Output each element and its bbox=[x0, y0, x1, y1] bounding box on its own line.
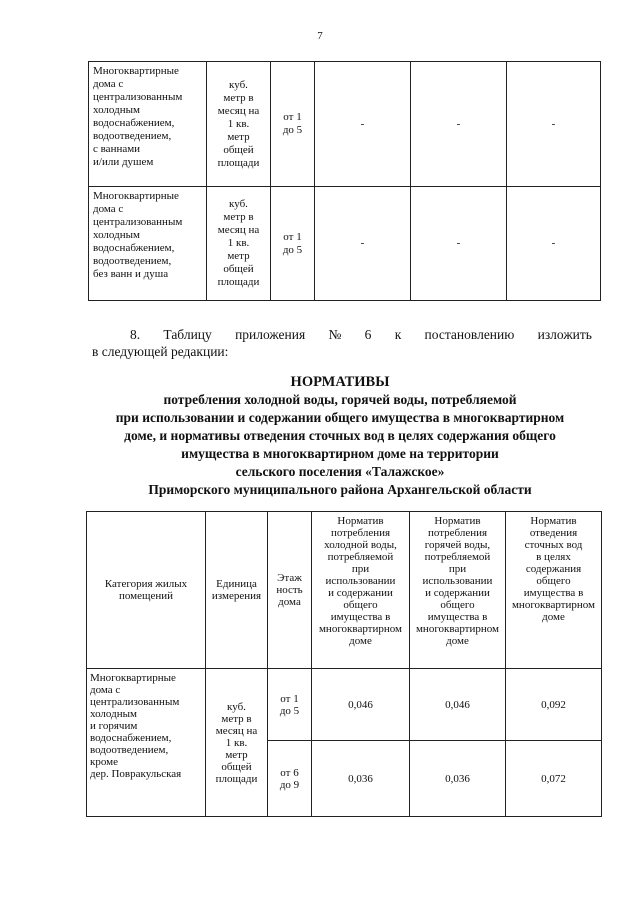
page-number: 7 bbox=[317, 30, 323, 42]
para-word: 6 bbox=[364, 327, 372, 342]
cold-water-value: 0,036 bbox=[312, 741, 410, 817]
hot-water-value: 0,036 bbox=[410, 741, 506, 817]
heading-line: имущества в многоквартирном доме на территории bbox=[181, 446, 499, 461]
amendment-paragraph bbox=[92, 326, 592, 360]
unit-cell: куб. метр в месяц на 1 кв. метр общей площади bbox=[206, 669, 268, 817]
heading-line: сельского поселения «Талажское» bbox=[235, 464, 445, 479]
floors-cell: от 1 до 5 bbox=[271, 62, 315, 187]
heading-title: НОРМАТИВЫ bbox=[290, 374, 390, 390]
cold-water-value: - bbox=[315, 187, 411, 301]
table-header-row bbox=[87, 512, 602, 669]
unit-cell: куб. метр в месяц на 1 кв. метр общей площади bbox=[207, 62, 271, 187]
para-word: № bbox=[328, 327, 342, 342]
header-floors: Этаж ность дома bbox=[268, 512, 312, 669]
table-continued bbox=[88, 61, 601, 301]
heading-line: при использовании и содержании общего имущества в многоквартирном bbox=[115, 410, 565, 425]
floors-cell: от 1 до 5 bbox=[271, 187, 315, 301]
wastewater-value: - bbox=[507, 62, 601, 187]
wastewater-value: - bbox=[507, 187, 601, 301]
para-word: изложить bbox=[537, 327, 592, 342]
table-row bbox=[89, 187, 601, 301]
header-cold-water: Норматив потребления холодной воды, потребляемой при использовании и содержании общего имущества в многоквартирном доме bbox=[312, 512, 410, 669]
wastewater-value: 0,072 bbox=[506, 741, 602, 817]
wastewater-value: 0,092 bbox=[506, 669, 602, 741]
norms-heading bbox=[60, 373, 620, 499]
heading-line: потребления холодной воды, горячей воды, потребляемой bbox=[163, 392, 517, 407]
table-row bbox=[87, 669, 602, 741]
heading-line: доме, и нормативы отведения сточных вод в целях содержания общего bbox=[124, 428, 556, 443]
cold-water-value: - bbox=[315, 62, 411, 187]
unit-cell: куб. метр в месяц на 1 кв. метр общей площади bbox=[207, 187, 271, 301]
para-word: 8. bbox=[130, 327, 141, 342]
header-category: Категория жилых помещений bbox=[87, 512, 206, 669]
category-cell: Многоквартирные дома с централизованным холодным водоснабжением, водоотведением, без ванн и душа bbox=[89, 187, 207, 301]
floors-cell: от 6 до 9 bbox=[268, 741, 312, 817]
hot-water-value: - bbox=[411, 187, 507, 301]
para-line: в следующей редакции: bbox=[92, 344, 229, 359]
para-word: к bbox=[394, 327, 402, 342]
cold-water-value: 0,046 bbox=[312, 669, 410, 741]
heading-line: Приморского муниципального района Архангельской области bbox=[148, 482, 532, 497]
floors-cell: от 1 до 5 bbox=[268, 669, 312, 741]
category-cell: Многоквартирные дома с централизованным холодным и горячим водоснабжением, водоотведением, кроме дер. Повракульская bbox=[87, 669, 206, 817]
header-wastewater: Норматив отведения сточных вод в целях содержания общего имущества в многоквартирном доме bbox=[506, 512, 602, 669]
para-word: приложения bbox=[235, 327, 306, 342]
hot-water-value: 0,046 bbox=[410, 669, 506, 741]
header-unit: Единица измерения bbox=[206, 512, 268, 669]
norms-table bbox=[86, 511, 602, 817]
table-row bbox=[89, 62, 601, 187]
category-cell: Многоквартирные дома с централизованным холодным водоснабжением, водоотведением, с ваннами и/или душем bbox=[89, 62, 207, 187]
para-word: постановлению bbox=[424, 327, 515, 342]
hot-water-value: - bbox=[411, 62, 507, 187]
para-word: Таблицу bbox=[163, 327, 212, 342]
header-hot-water: Норматив потребления горячей воды, потребляемой при использовании и содержании общего имущества в многоквартирном доме bbox=[410, 512, 506, 669]
